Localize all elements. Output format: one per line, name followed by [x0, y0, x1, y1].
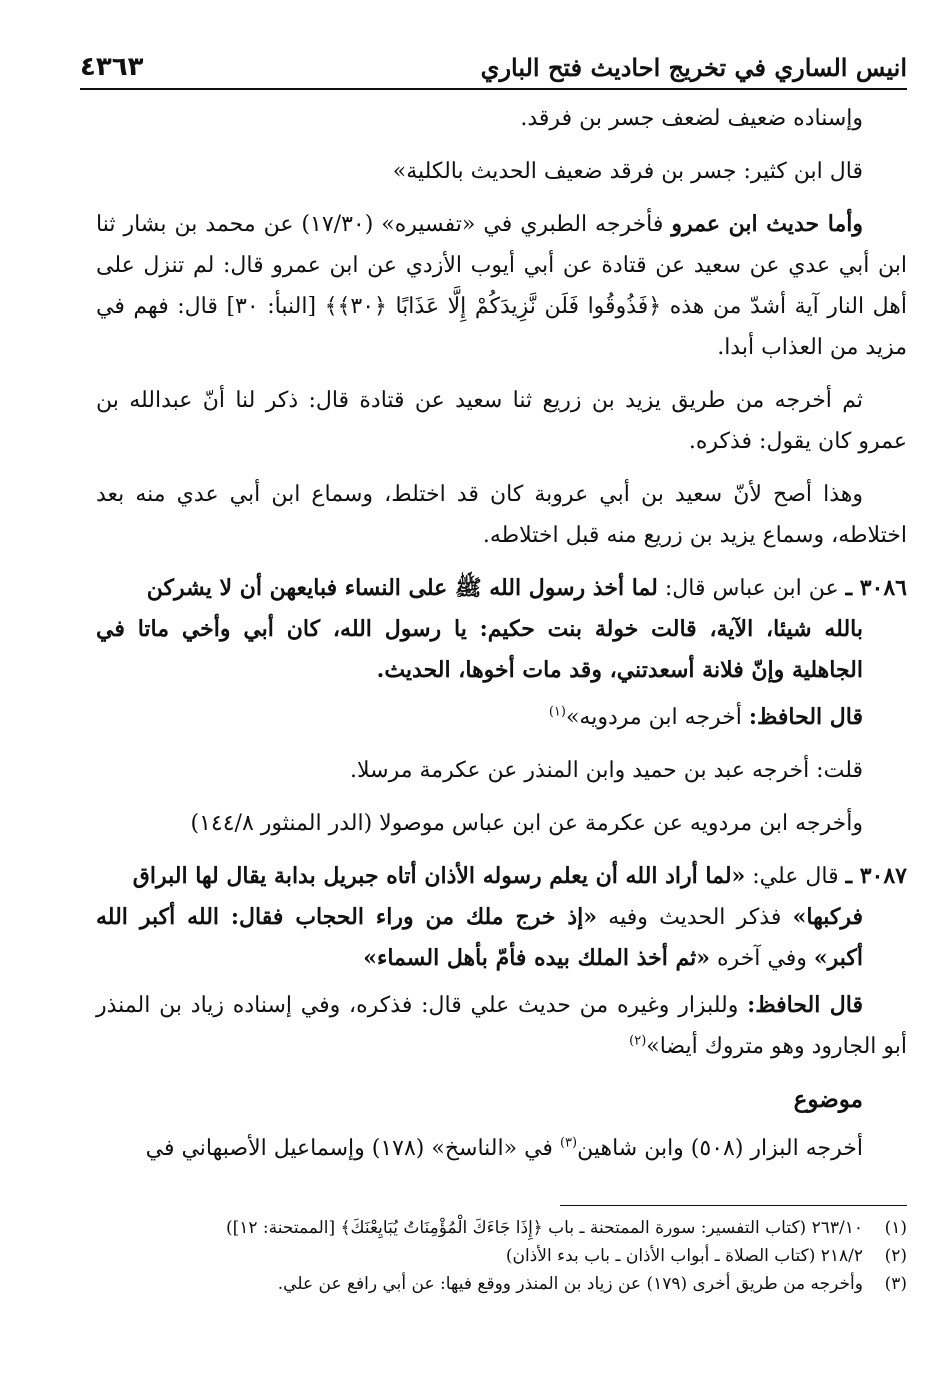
footnote-ref: (١) [548, 704, 566, 720]
footnote-ref: (٣) [559, 1135, 578, 1151]
paragraph [96, 697, 907, 738]
hadith-number: ٣٠٨٦ ـ [845, 575, 907, 601]
footnote-number: (٣) [884, 1274, 907, 1294]
main-text [96, 98, 907, 1181]
hadith-text-continued: بالله شيئا، الآية، قالت خولة بنت حكيم: يا رسول الله، كان أبي وأخي ماتا في الجاهلية وإنّ فلانة أسعدتني، وقد مات أخوها، الحديث. [96, 616, 863, 683]
hadith-3087 [96, 856, 907, 979]
hadith-text-plain: وفي آخره [710, 946, 814, 971]
hadith-3086 [96, 568, 907, 691]
paragraph-text: فأخرجه الطبري في «تفسيره» (١٧/٣٠) عن محمد بن بشار ثنا ابن أبي عدي عن سعيد عن قتادة عن أبي أيوب الأزدي عن ابن عمرو قال: لم تنزل على أهل النار آية أشدّ من هذه ﴿فَذُوقُوا فَلَن نَّزِيدَكُمْ إِلَّا عَذَابًا ﴿٣٠﴾﴾ [النبأ: ٣٠] قال: فهم في مزيد من العذاب أبدا. [96, 212, 907, 360]
paragraph [96, 1128, 907, 1169]
hadith-intro: قال علي: [745, 864, 846, 889]
footnote-separator [560, 1205, 907, 1206]
paragraph: قال ابن كثير: جسر بن فرقد ضعيف الحديث بالكلية» [392, 159, 863, 184]
bold-phrase: وأما حديث ابن عمرو [671, 211, 864, 237]
page-header [80, 34, 907, 90]
hadith-text: «لما أراد الله أن يعلم رسوله الأذان أتاه جبريل بدابة يقال لها البراق [132, 863, 746, 889]
paragraph: وإسناده ضعيف لضعف جسر بن فرقد. [520, 106, 863, 131]
paragraph-text: وللبزار وغيره من حديث علي قال: فذكره، وفي إسناده زياد بن المنذر أبو الجارود وهو متروك أيضا» [96, 993, 907, 1059]
paragraph: ثم أخرجه من طريق يزيد بن زريع ثنا سعيد عن قتادة قال: ذكر لنا أنّ عبدالله بن عمرو كان يقول: فذكره. [96, 388, 907, 454]
paragraph-text: أخرجه البزار (٥٠٨) وابن شاهين [577, 1136, 863, 1161]
footnote-number: (١) [884, 1218, 907, 1238]
footnote-text: ٢١٨/٢ (كتاب الصلاة ـ أبواب الأذان ـ باب بدء الأذان) [505, 1246, 863, 1266]
paragraph: قلت: أخرجه عبد بن حميد وابن المنذر عن عكرمة مرسلا. [350, 758, 863, 783]
hadith-text: فركبها» [792, 904, 863, 930]
footnotes [96, 1214, 907, 1298]
hadith-text-plain: فذكر الحديث وفيه [597, 905, 793, 930]
hadith-number: ٣٠٨٧ ـ [845, 863, 907, 889]
hadith-text: لما أخذ رسول الله ﷺ على النساء فبايعهن أن لا يشركن [146, 575, 658, 601]
footnote-text: وأخرجه من طريق أخرى (١٧٩) عن زياد بن المنذر ووقع فيها: عن أبي رافع عن علي. [277, 1274, 863, 1294]
footnote [96, 1214, 907, 1242]
running-title: انيس الساري في تخريج احاديث فتح الباري [480, 53, 907, 82]
hadith-text: «إذ خرج ملك من وراء الحجاب فقال: الله أكبر الله أكبر» [96, 904, 863, 971]
footnote [96, 1242, 907, 1270]
section-heading: موضوع [793, 1086, 863, 1113]
paragraph [96, 985, 907, 1067]
hadith-intro: عن ابن عباس قال: [657, 576, 846, 601]
hafiz-label: قال الحافظ: [748, 704, 863, 730]
hafiz-label: قال الحافظ: [747, 992, 863, 1018]
paragraph: وأخرجه ابن مردويه عن عكرمة عن ابن عباس موصولا (الدر المنثور ١٤٤/٨) [190, 811, 863, 836]
footnote-number: (٢) [884, 1246, 907, 1266]
footnote-text: ٢٦٣/١٠ (كتاب التفسير: سورة الممتحنة ـ باب ﴿إِذَا جَاءَكَ الْمُؤْمِنَاتُ يُبَايِعْنَكَ﴾ [الممتحنة: ١٢]) [225, 1218, 863, 1238]
paragraph-text: أخرجه ابن مردويه» [565, 705, 749, 730]
footnote [96, 1270, 907, 1298]
paragraph: وهذا أصح لأنّ سعيد بن أبي عروبة كان قد اختلط، وسماع ابن أبي عدي منه بعد اختلاطه، وسماع يزيد بن زريع منه قبل اختلاطه. [96, 482, 907, 548]
page-number: ٤٣٦٣ [80, 52, 144, 82]
hadith-text: «ثم أخذ الملك بيده فأمّ بأهل السماء» [363, 945, 711, 971]
paragraph [96, 204, 907, 368]
hadith-text-continued [96, 897, 907, 979]
paragraph-text: في «الناسخ» (١٧٨) وإسماعيل الأصبهاني في [145, 1136, 560, 1161]
footnote-ref: (٢) [629, 1033, 647, 1049]
